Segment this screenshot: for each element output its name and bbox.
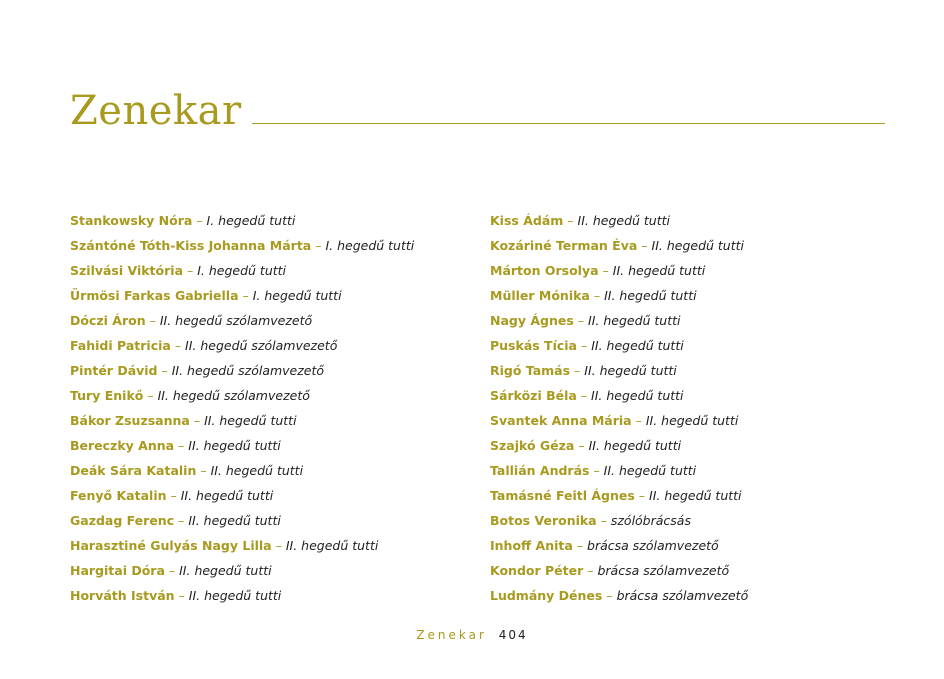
member-name: Ludmány Dénes — [490, 588, 603, 603]
separator-dash: – — [147, 388, 154, 403]
page-title: Zenekar — [70, 88, 242, 134]
page-footer — [0, 626, 944, 644]
member-role: II. hegedű szólamvezető — [185, 338, 338, 353]
member-role: II. hegedű tutti — [591, 388, 684, 403]
member-role: I. hegedű tutti — [325, 238, 415, 253]
member-name: Kiss Ádám — [490, 213, 564, 228]
member-name: Szántóné Tóth-Kiss Johanna Márta — [70, 238, 312, 253]
member-name: Müller Mónika — [490, 288, 590, 303]
member-list-left — [70, 208, 470, 608]
member-name: Kozáriné Terman Éva — [490, 238, 638, 253]
member-name: Nagy Ágnes — [490, 313, 574, 328]
member-name: Tamásné Feitl Ágnes — [490, 488, 635, 503]
member-entry — [70, 558, 470, 583]
member-entry — [70, 283, 470, 308]
member-role: II. hegedű tutti — [285, 538, 379, 553]
member-entry — [70, 483, 470, 508]
member-name: Deák Sára Katalin — [70, 463, 197, 478]
member-entry — [490, 358, 890, 383]
separator-dash: – — [200, 463, 207, 478]
member-role: II. hegedű szólamvezető — [159, 313, 313, 328]
member-role: II. hegedű tutti — [591, 338, 684, 353]
separator-dash: – — [574, 363, 581, 378]
member-name: Gazdag Ferenc — [70, 513, 175, 528]
separator-dash: – — [149, 313, 156, 328]
separator-dash: – — [178, 438, 185, 453]
separator-dash: – — [641, 238, 648, 253]
member-entry — [490, 258, 890, 283]
member-list-right — [490, 208, 890, 608]
member-entry — [490, 533, 890, 558]
separator-dash: – — [580, 338, 588, 353]
member-entry — [490, 558, 890, 583]
member-role: II. hegedű tutti — [210, 463, 304, 478]
separator-dash: – — [315, 238, 322, 253]
member-role: brácsa szólamvezető — [587, 538, 719, 553]
member-role: II. hegedű szólamvezető — [157, 388, 310, 403]
member-name: Svantek Anna Mária — [490, 413, 632, 428]
separator-dash: – — [606, 588, 613, 603]
member-entry — [70, 233, 470, 258]
member-role: II. hegedű tutti — [204, 413, 297, 428]
separator-dash: – — [567, 213, 574, 228]
member-entry — [490, 433, 890, 458]
member-name: Inhoff Anita — [490, 538, 573, 553]
separator-dash: – — [580, 388, 588, 403]
separator-dash: – — [193, 413, 201, 428]
separator-dash: – — [178, 588, 185, 603]
separator-dash: – — [593, 463, 600, 478]
member-name: Hargitai Dóra — [70, 563, 165, 578]
member-name: Kondor Péter — [490, 563, 584, 578]
separator-dash: – — [635, 413, 642, 428]
separator-dash: – — [161, 363, 168, 378]
member-role: brácsa szólamvezető — [616, 588, 749, 603]
member-role: II. hegedű tutti — [188, 513, 281, 528]
member-name: Stankowsky Nóra — [70, 213, 193, 228]
member-role: II. hegedű tutti — [588, 438, 682, 453]
member-name: Márton Orsolya — [490, 263, 599, 278]
member-role: II. hegedű tutti — [584, 363, 677, 378]
member-role: II. hegedű tutti — [577, 213, 671, 228]
separator-dash: – — [578, 438, 585, 453]
member-name: Puskás Tícia — [490, 338, 577, 353]
separator-dash: – — [577, 313, 585, 328]
member-entry — [70, 358, 470, 383]
member-entry — [70, 208, 470, 233]
member-role: szólóbrácsás — [610, 513, 691, 528]
member-name: Rigó Tamás — [490, 363, 571, 378]
separator-dash: – — [576, 538, 584, 553]
member-role: II. hegedű szólamvezető — [171, 363, 325, 378]
separator-dash: – — [242, 288, 249, 303]
member-entry — [70, 508, 470, 533]
member-role: II. hegedű tutti — [179, 563, 272, 578]
member-entry — [70, 583, 470, 608]
member-entry — [70, 408, 470, 433]
member-entry — [70, 258, 470, 283]
separator-dash: – — [170, 488, 177, 503]
member-entry — [490, 408, 890, 433]
member-role: II. hegedű tutti — [604, 288, 697, 303]
separator-dash: – — [275, 538, 282, 553]
member-role: II. hegedű tutti — [612, 263, 706, 278]
member-entry — [490, 458, 890, 483]
member-role: I. hegedű tutti — [252, 288, 342, 303]
member-role: II. hegedű tutti — [603, 463, 697, 478]
member-name: Tury Enikő — [70, 388, 144, 403]
member-role: II. hegedű tutti — [188, 588, 282, 603]
footer-section-label: Zenekar — [416, 628, 487, 642]
member-entry — [490, 283, 890, 308]
member-entry — [70, 533, 470, 558]
member-role: I. hegedű tutti — [206, 213, 296, 228]
member-entry — [490, 383, 890, 408]
member-role: II. hegedű tutti — [651, 238, 745, 253]
member-entry — [490, 333, 890, 358]
member-name: Horváth István — [70, 588, 175, 603]
member-entry — [70, 433, 470, 458]
member-name: Bákor Zsuzsanna — [70, 413, 190, 428]
member-name: Szilvási Viktória — [70, 263, 184, 278]
separator-dash: – — [178, 513, 185, 528]
member-entry — [70, 458, 470, 483]
member-role: II. hegedű tutti — [645, 413, 739, 428]
separator-dash: – — [638, 488, 646, 503]
member-role: II. hegedű tutti — [588, 313, 681, 328]
member-role: II. hegedű tutti — [649, 488, 742, 503]
member-entry — [490, 583, 890, 608]
member-role: II. hegedű tutti — [188, 438, 281, 453]
separator-dash: – — [602, 263, 609, 278]
separator-dash: – — [174, 338, 182, 353]
separator-dash: – — [168, 563, 176, 578]
member-name: Fahidi Patricia — [70, 338, 171, 353]
member-role: II. hegedű tutti — [180, 488, 274, 503]
member-name: Harasztiné Gulyás Nagy Lilla — [70, 538, 272, 553]
member-name: Pintér Dávid — [70, 363, 158, 378]
member-entry — [70, 308, 470, 333]
separator-dash: – — [600, 513, 607, 528]
member-name: Sárközi Béla — [490, 388, 577, 403]
member-name: Szajkó Géza — [490, 438, 575, 453]
separator-dash: – — [187, 263, 194, 278]
member-entry — [490, 233, 890, 258]
member-name: Tallián András — [490, 463, 590, 478]
separator-dash: – — [587, 563, 594, 578]
page-number: 404 — [498, 628, 528, 642]
separator-dash: – — [196, 213, 203, 228]
member-role: I. hegedű tutti — [197, 263, 287, 278]
separator-dash: – — [593, 288, 601, 303]
member-entry — [70, 333, 470, 358]
member-entry — [70, 383, 470, 408]
member-name: Ürmösi Farkas Gabriella — [70, 288, 239, 303]
member-entry — [490, 208, 890, 233]
member-name: Botos Veronika — [490, 513, 597, 528]
title-rule — [252, 123, 885, 124]
member-name: Fenyő Katalin — [70, 488, 167, 503]
page-header — [70, 88, 885, 134]
member-name: Dóczi Áron — [70, 313, 146, 328]
member-role: brácsa szólamvezető — [597, 563, 730, 578]
member-entry — [490, 308, 890, 333]
member-name: Bereczky Anna — [70, 438, 175, 453]
member-entry — [490, 483, 890, 508]
member-entry — [490, 508, 890, 533]
